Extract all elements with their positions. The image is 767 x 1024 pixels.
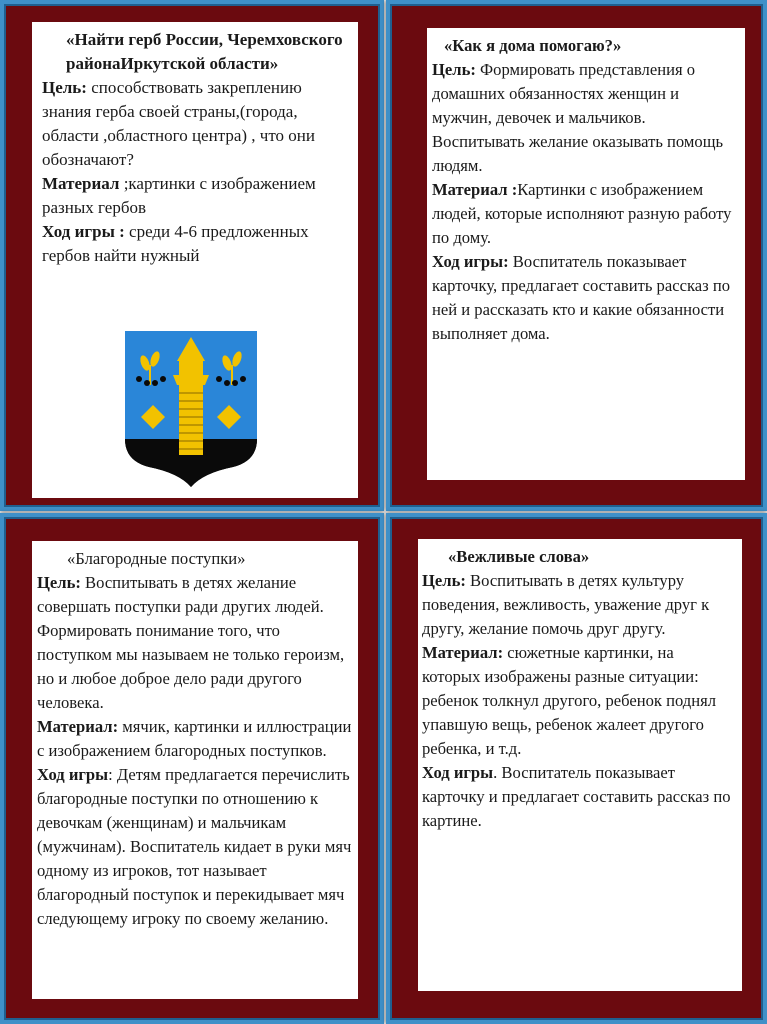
card-content: [418, 539, 742, 991]
material-text: ;картинки с изображением разных гербов: [42, 174, 316, 217]
card-title: [37, 547, 356, 571]
card-game-course: [432, 250, 737, 346]
card-title: «Как я дома помогаю?»: [444, 36, 622, 55]
card-title: «Найти герб России, Черемховского районаИркутской области»: [66, 30, 343, 73]
card-goal: [432, 58, 737, 178]
game-course-label: Ход игры:: [432, 252, 509, 271]
card-material: [422, 641, 734, 761]
game-course-label: Ход игры: [37, 765, 109, 784]
card-title-text: «Благородные поступки»: [67, 549, 246, 568]
goal-label: Цель:: [422, 571, 466, 590]
card-goal: [42, 76, 350, 172]
card-material: [432, 178, 737, 250]
goal-text: способствовать закреплению знания герба своей страны,(города, области ,областного центра) , что они обозначают?: [42, 78, 315, 169]
game-course-text: среди 4-6 предложенных гербов найти нужный: [42, 222, 309, 265]
game-card-noble-deeds: [0, 513, 384, 1024]
material-text: мячик, картинки и иллюстрации с изображением благородных поступков.: [37, 717, 352, 760]
coat-of-arms-icon: [121, 327, 261, 487]
material-text: Картинки с изображением людей, которые исполняют разную работу по дому.: [432, 180, 732, 247]
goal-label: Цель:: [37, 573, 81, 592]
game-card-home-help: [386, 0, 767, 511]
goal-text: Формировать представления о домашних обязанностях женщин и мужчин, девочек и мальчиков. Воспитывать желание оказывать помощь людям.: [432, 60, 724, 175]
card-game-course: [37, 763, 356, 931]
card-title: «Вежливые слова»: [448, 547, 590, 566]
goal-text: Воспитывать в детях желание совершать поступки ради других людей. Формировать понимание того, что поступком мы называем не только героизм, но и любое доброе дело ради другого человека.: [37, 573, 345, 712]
material-label: Материал:: [422, 643, 504, 662]
goal-label: Цель:: [432, 60, 476, 79]
game-course-text: Воспитатель показывает карточку, предлагает составить рассказ по ней и рассказать кто и какие обязанности выполняет дома.: [432, 252, 730, 343]
game-card-polite-words: [386, 513, 767, 1024]
card-material: [42, 172, 350, 220]
material-label: Материал :: [432, 180, 518, 199]
material-label: Материал:: [37, 717, 119, 736]
game-course-label: Ход игры: [422, 763, 494, 782]
card-content: [427, 28, 745, 480]
card-game-course: [422, 761, 734, 833]
material-text: сюжетные картинки, на которых изображены разные ситуации: ребенок толкнул другого, ребенок поднял упавшую вещь, ребенок жалеет другого ребенка, и т.д.: [422, 643, 717, 758]
card-goal: [37, 571, 356, 715]
card-goal: [422, 569, 734, 641]
game-course-label: Ход игры :: [42, 222, 125, 241]
card-content: [32, 541, 358, 999]
game-course-text: . Воспитатель показывает карточку и предлагает составить рассказ по картине.: [422, 763, 731, 830]
material-label: Материал: [42, 174, 120, 193]
game-card-find-coat-of-arms: [0, 0, 384, 511]
goal-text: Воспитывать в детях культуру поведения, вежливость, уважение друг к другу, желание помочь друг другу.: [422, 571, 710, 638]
card-game-course: [42, 220, 350, 268]
game-course-text: : Детям предлагается перечислить благородные поступки по отношению к девочкам (женщинам) и мальчикам (мужчинам). Воспитатель кидает в руки мяч одному из игроков, тот называет благородный поступок и перекидывает мяч следующему игроку по своему желанию.: [37, 765, 352, 928]
goal-label: Цель:: [42, 78, 87, 97]
card-material: [37, 715, 356, 763]
